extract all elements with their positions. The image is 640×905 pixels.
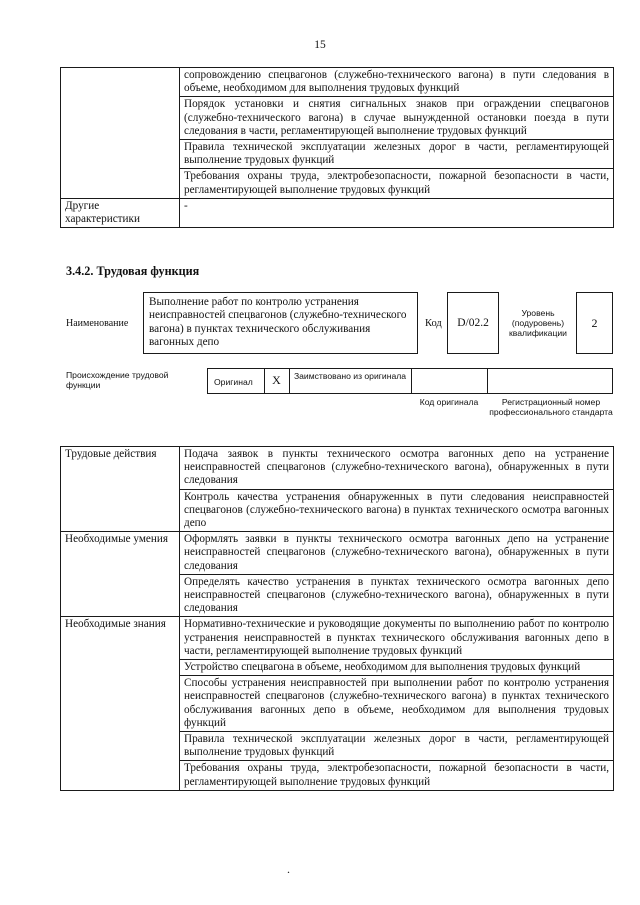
- code-original-caption: Код оригинала: [419, 397, 479, 407]
- table-cell: Требования охраны труда, электробезопасности, пожарной безопасности в части, регламентирующей выполнение трудовых функций: [180, 761, 614, 790]
- table-cell: сопровождению спецвагонов (служебно-технического вагона) в пути следования в объеме, необходимом для выполнения трудовых функций: [180, 68, 614, 97]
- table-cell: Нормативно-технические и руководящие документы по выполнению работ по контролю устранения неисправностей в пунктах технического обслуживания вагонных депо в части, регламентирующей выполнение трудовых функций: [180, 617, 614, 660]
- group-label-cell: Необходимые знания: [61, 617, 180, 790]
- function-details-table: [60, 446, 614, 791]
- table-row: [61, 532, 614, 575]
- table-cell: Порядок установки и снятия сигнальных знаков при ограждении спецвагонов (служебно-технического вагона) в случае вынужденной остановки поезда в пути следования в части, регламентирующей выполнение трудовых функций: [180, 97, 614, 140]
- code-label: Код: [425, 318, 442, 329]
- original-mark: X: [272, 373, 281, 387]
- table-row: [61, 617, 614, 660]
- group-label-cell: Необходимые умения: [61, 532, 180, 617]
- table-cell: Требования охраны труда, электробезопасности, пожарной безопасности в части, регламентирующей выполнение трудовых функций: [180, 169, 614, 198]
- function-name-box: Выполнение работ по контролю устранения неисправностей спецвагонов (служебно-технического вагона) в пунктах технического обслуживания вагонных депо: [143, 292, 418, 354]
- borrowed-label: Заимствовано из оригинала: [293, 371, 407, 381]
- table-cell: Правила технической эксплуатации железных дорог в части, регламентирующей выполнение трудовых функций: [180, 140, 614, 169]
- table-cell: Устройство спецвагона в объеме, необходимом для выполнения трудовых функций: [180, 660, 614, 676]
- table-cell: Оформлять заявки в пункты технического осмотра вагонных депо на устранение неисправностей спецвагонов (служебно-технического вагона), обнаруженных в пути следования: [180, 532, 614, 575]
- page-number: 15: [314, 39, 326, 51]
- table-cell: Определять качество устранения в пунктах технического осмотра вагонных депо неисправностей спецвагонов (служебно-технического вагона), обнаруженных в пути следования: [180, 574, 614, 617]
- original-label: Оригинал: [214, 377, 253, 387]
- divider: [411, 368, 412, 394]
- table-cell: Подача заявок в пункты технического осмотра вагонных депо на устранение неисправностей спецвагонов (служебно-технического вагона), обнаруженных в пути следования: [180, 447, 614, 490]
- origin-label: Происхождение трудовой функции: [66, 370, 169, 391]
- table-cell: -: [180, 198, 614, 227]
- level-value-box: 2: [576, 292, 613, 354]
- divider: [289, 368, 290, 394]
- table-cell: Способы устранения неисправностей при выполнении работ по контролю устранения неисправностей спецвагонов (служебно-технического вагона) в пунктах технического обслуживания вагонных депо в объеме, необходимом для выполнения трудовых функций: [180, 676, 614, 732]
- table-label-cell: Другие характеристики: [61, 198, 180, 227]
- table-row: [61, 447, 614, 490]
- table-label-cell: [61, 68, 180, 199]
- name-label: Наименование: [66, 318, 129, 329]
- top-requirements-table: [60, 67, 614, 228]
- table-row: [61, 198, 614, 227]
- level-label: Уровень (подуровень) квалификации: [509, 308, 567, 339]
- divider: [487, 368, 488, 394]
- table-cell: Контроль качества устранения обнаруженных в пути следования неисправностей спецвагонов (служебно-технического вагона) в пунктах технического осмотра вагонных депо: [180, 489, 614, 532]
- table-row: [61, 68, 614, 97]
- section-heading: 3.4.2. Трудовая функция: [66, 264, 200, 278]
- group-label-cell: Трудовые действия: [61, 447, 180, 532]
- table-cell: Правила технической эксплуатации железных дорог в части, регламентирующей выполнение трудовых функций: [180, 732, 614, 761]
- footer-mark: .: [287, 862, 290, 876]
- reg-number-caption: Регистрационный номер профессионального стандарта: [489, 397, 613, 418]
- code-value-box: D/02.2: [447, 292, 499, 354]
